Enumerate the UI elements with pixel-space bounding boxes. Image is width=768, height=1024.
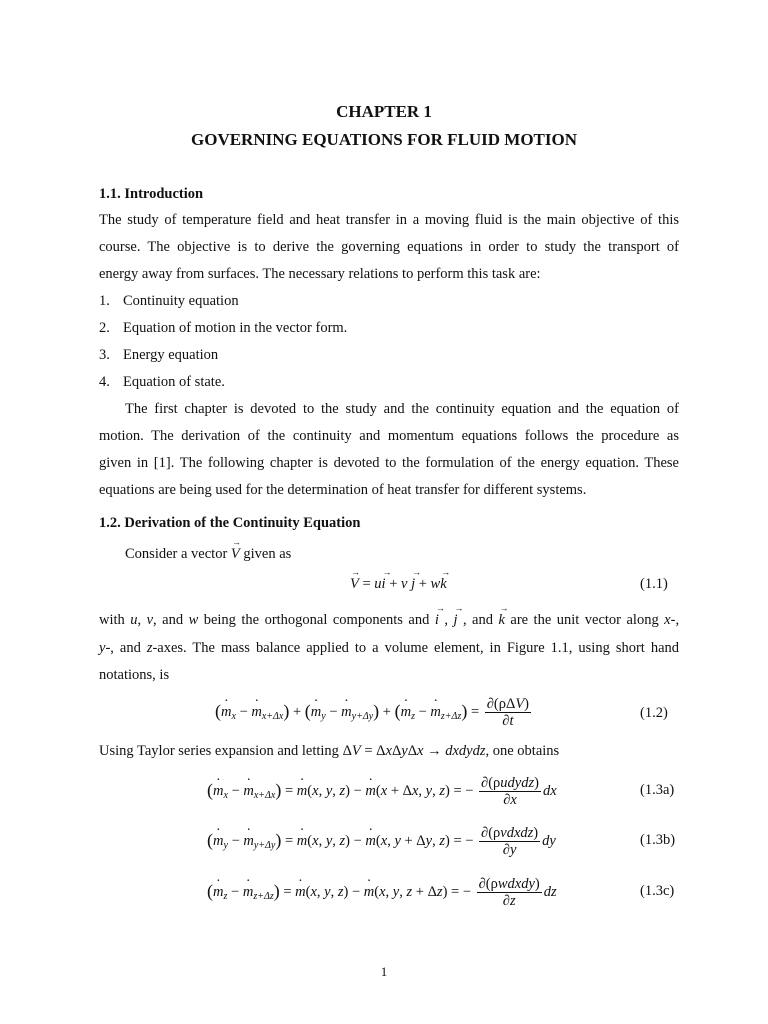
list-item-text: Continuity equation (123, 293, 239, 309)
components-line: with u, v, and w being the orthogonal components and → i , → j , and → k are the unit vector along x-, (99, 612, 679, 629)
component-u: u (130, 612, 138, 628)
consider-vector-line (125, 546, 291, 563)
mass-balance-line: y-, and z-axes. The mass balance applied to a volume element, in Figure 1.1, using short hand (99, 640, 679, 656)
second-paragraph-line: motion. The derivation of the continuity and momentum equations follows the procedure as (99, 428, 679, 444)
taylor-suffix: , one obtains (485, 743, 560, 759)
vector-v-symbol: → V (231, 546, 240, 563)
consider-suffix: given as (243, 546, 292, 562)
components-text: with (99, 612, 131, 628)
notations-line: notations, is (99, 667, 170, 683)
component-w: w (188, 612, 199, 628)
equation-1-1: → V = u→ i + v → j + w→ k (350, 576, 447, 593)
second-paragraph-line: given in [1]. The following chapter is devoted to the formulation of the energy equation. These (99, 455, 679, 471)
taylor-prefix: Using Taylor series expansion and letting (99, 743, 339, 759)
equation-1-3c: (· $m_z$ − · $m_{z+\Delta z}$) = · m(x, y, z) − · m(x, y, z + Δz) = − $\frac{\text{∂(ρwdxdy)}}{\partial z}$ dz (207, 876, 557, 909)
mass-balance-text: -, and (105, 640, 147, 656)
list-item-text: Energy equation (123, 347, 219, 363)
taylor-line: Using Taylor series expansion and letting ΔV = ΔxΔyΔx → dxdydz, one obtains (99, 743, 560, 759)
list-item (99, 374, 225, 391)
list-item-text: Equation of state. (123, 374, 225, 390)
section-heading-introduction: 1.1. Introduction (99, 186, 204, 202)
equation-number: (1.3c) (640, 883, 675, 899)
list-item (99, 347, 218, 364)
section-heading-continuity: 1.2. Derivation of the Continuity Equation (99, 515, 361, 531)
list-item-number: 2. (99, 320, 110, 336)
components-text: , and (153, 612, 189, 628)
second-paragraph-line: The first chapter is devoted to the study and the continuity equation and the equation of (125, 401, 679, 417)
unit-vector-j: → j (453, 612, 457, 629)
equation-1-2: (· $m_x$ − · $m_{x+\Delta x}$) + (· $m_y$ − · $m_{y+\Delta y}$) + (· $m_z$ − · $m_{z+\Delta z}$) = $\frac{\text{∂(ρΔV)}}{\partial t}$ (215, 696, 533, 729)
second-paragraph-line: equations are being used for the determination of heat transfer for different systems. (99, 482, 587, 498)
components-text: being the orthogonal components and (198, 612, 430, 628)
component-v: v (146, 612, 154, 628)
equation-number: (1.1) (640, 576, 668, 592)
list-item-text: Equation of motion in the vector form. (123, 320, 348, 336)
chapter-number: CHAPTER 1 (336, 102, 432, 121)
axis-x: x (664, 612, 671, 628)
equation-1-3a: (· $m_x$ − · $m_{x+\Delta x}$) = · m(x, y, z) − · m(x + Δx, y, z) = − $\frac{\text{∂(ρudydz)}}{\partial x}$ dx (207, 775, 557, 808)
unit-vector-k: → k (498, 612, 504, 629)
unit-vector-i: → i (435, 612, 439, 629)
equation-number: (1.2) (640, 705, 668, 721)
intro-paragraph-line: course. The objective is to derive the governing equations in order to study the transport of (99, 239, 679, 255)
components-text: -, (670, 612, 680, 628)
list-item (99, 293, 239, 310)
intro-paragraph-line: energy away from surfaces. The necessary relations to perform this task are: (99, 266, 541, 282)
list-item-number: 1. (99, 293, 110, 309)
intro-paragraph-line: The study of temperature field and heat transfer in a moving fluid is the main objective of this (99, 212, 679, 228)
mass-balance-text: -axes. The mass balance applied to a volume element, in Figure 1.1, using short hand (152, 640, 679, 656)
equation-number: (1.3b) (640, 832, 676, 848)
list-item-number: 3. (99, 347, 110, 363)
components-text: , (137, 612, 147, 628)
components-text: are the unit vector along (510, 612, 665, 628)
list-item (99, 320, 347, 337)
consider-prefix: Consider a vector (125, 546, 228, 562)
chapter-title: GOVERNING EQUATIONS FOR FLUID MOTION (191, 130, 577, 149)
page-number: 1 (380, 964, 388, 979)
list-item-number: 4. (99, 374, 110, 390)
equation-1-3b: (· $m_y$ − · $m_{y+\Delta y}$) = · m(x, y, z) − · m(x, y + Δy, z) = − $\frac{\text{∂(ρvdxdz)}}{\partial y}$ dy (207, 825, 556, 858)
equation-number: (1.3a) (640, 782, 675, 798)
